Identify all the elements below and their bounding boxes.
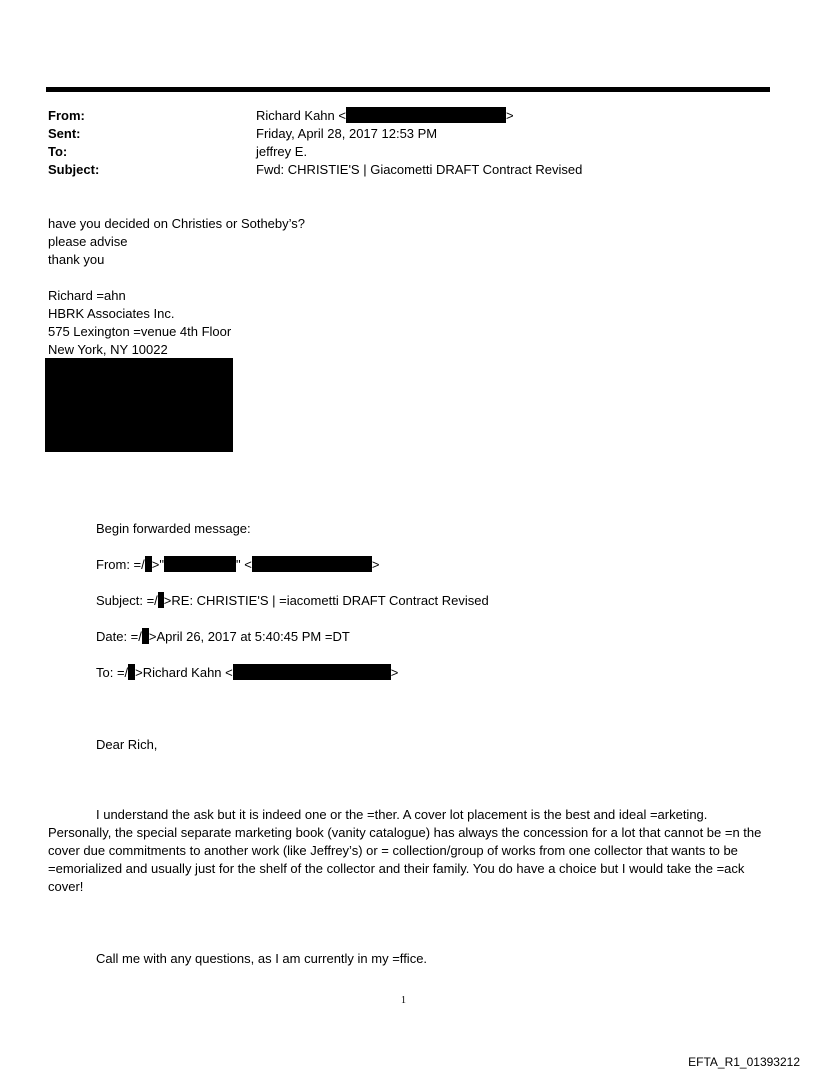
signature-name: Richard =ahn: [48, 288, 126, 303]
from-close: >: [505, 108, 514, 123]
to-label: To:: [48, 144, 68, 159]
redaction-box: [346, 107, 506, 123]
forward-date-text: >April 26, 2017 at 5:40:45 PM =DT: [148, 629, 350, 644]
forward-from-close: >: [371, 557, 380, 572]
page-number: 1: [401, 995, 406, 1006]
forward-date-label: Date: =/: [96, 629, 142, 644]
signature-company: HBRK Associates Inc.: [48, 306, 175, 321]
body-line: have you decided on Christies or Sotheby’s?: [48, 216, 306, 231]
signature-address: New York, NY 10022: [48, 342, 168, 357]
forward-to-close: >: [390, 665, 399, 680]
forward-subject-text: >RE: CHRISTIE'S | =iacometti DRAFT Contract Revised: [163, 593, 489, 608]
forward-from-quote: >": [151, 557, 164, 572]
sent-value: Friday, April 28, 2017 12:53 PM: [256, 126, 438, 141]
header-rule: [46, 87, 770, 92]
redaction-box: [164, 556, 236, 572]
forward-from: [96, 556, 379, 574]
forward-from-bracket: " <: [235, 557, 252, 572]
forward-subject-label: Subject: =/: [96, 593, 158, 608]
subject-label: Subject:: [48, 162, 100, 177]
forward-from-label: From: =/: [96, 557, 145, 572]
to-value: jeffrey E.: [256, 144, 308, 159]
forward-date: [96, 628, 350, 646]
signature-address: 575 Lexington =venue 4th Floor: [48, 324, 232, 339]
body-line: thank you: [48, 252, 105, 267]
from-label: From:: [48, 108, 85, 123]
message-paragraph-text: I understand the ask but it is indeed one or the =ther. A cover lot placement is the best and ideal =arketing. Personally, the special separate marketing book (vanity catalogue) has always the concession for a lot that cannot be =n the cover due commitments to another work (like Jeffrey’s) or = collection/group of works from one collector that wants to be =emorialized and usually just for the shelf of the collector and their family. You do have a choice but I would take the =ack cover!: [48, 807, 762, 894]
message-closing: Call me with any questions, as I am currently in my =ffice.: [96, 951, 428, 966]
sent-label: Sent:: [48, 126, 81, 141]
document-id: EFTA_R1_01393212: [688, 1055, 800, 1069]
forward-subject: [96, 592, 489, 610]
redaction-block: [45, 358, 233, 452]
message-greeting: Dear Rich,: [96, 737, 158, 752]
forward-to-label: To: =/: [96, 665, 129, 680]
subject-value: Fwd: CHRISTIE'S | Giacometti DRAFT Contract Revised: [256, 162, 583, 177]
redaction-box: [252, 556, 372, 572]
forward-to: [96, 664, 398, 682]
message-paragraph: [48, 806, 770, 896]
forward-to-name: >Richard Kahn <: [135, 665, 233, 680]
body-line: please advise: [48, 234, 128, 249]
redaction-box: [145, 556, 152, 572]
redaction-box: [142, 628, 149, 644]
from-name: Richard Kahn <: [256, 108, 346, 123]
from-value: [256, 107, 514, 125]
forward-intro: Begin forwarded message:: [96, 521, 251, 536]
redaction-box: [233, 664, 391, 680]
